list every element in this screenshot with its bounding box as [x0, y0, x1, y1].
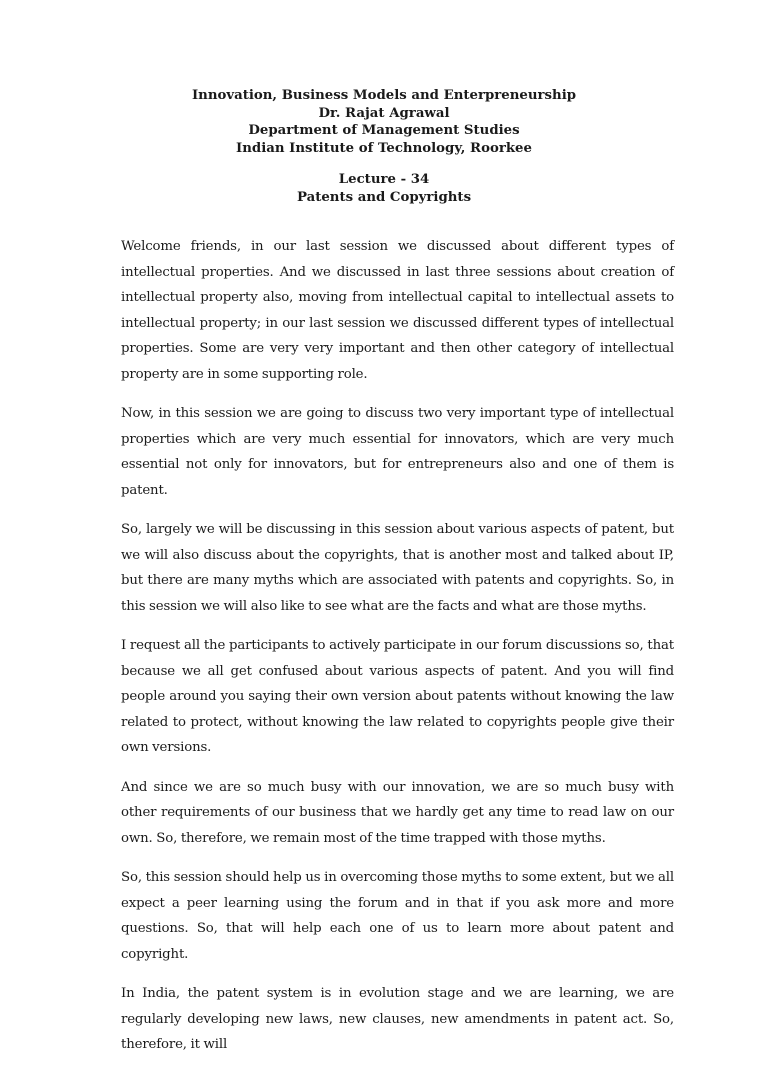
institute-name: Indian Institute of Technology, Roorkee — [236, 140, 532, 156]
lecture-number: Lecture - 34 — [338, 172, 430, 187]
paragraph: So, this session should help us in overcoming those myths to some extent, but we all expect a peer learning using the forum and in that if you ask more and more questions. So, that will help each one of us to learn more about patent and copyright. — [121, 870, 674, 962]
paragraph: Welcome friends, in our last session we discussed about different types of intellectual properties. And we discussed in last three sessions about creation of intellectual property also, moving from intellectual capital to intellectual assets to intellectual property; in our last session we discussed different types of intellectual properties. Some are very very important and then other category of intellectual property are in some supporting role. — [121, 239, 674, 382]
lecture-heading — [0, 171, 768, 206]
paragraph: I request all the participants to actively participate in our forum discussions so, that because we all get confused about various aspects of patent. And you will find people around you saying their own version about patents without knowing the law related to protect, without knowing the law related to copyrights people give their own versions. — [121, 638, 674, 756]
document-header — [0, 87, 768, 157]
paragraph: So, largely we will be discussing in this session about various aspects of patent, but we will also discuss about the copyrights, that is another most and talked about IP, but there are many myths which are associated with patents and copyrights. So, in this session we will also like to see what are the facts and what are those myths. — [121, 522, 674, 614]
course-title: Innovation, Business Models and Enterpreneurship — [191, 88, 577, 103]
paragraph-last: In India, the patent system is in evolution stage and we are learning, we are regularly developing new laws, new clauses, new amendments in patent act. So, therefore, it will — [121, 986, 674, 1053]
department-name: Department of Management Studies — [248, 123, 520, 138]
paragraph: Now, in this session we are going to discuss two very important type of intellectual properties which are very much essential for innovators, which are very much essential not only for innovators, but for entrepreneurs also and one of them is patent. — [121, 406, 674, 498]
paragraph: And since we are so much busy with our innovation, we are so much busy with other requirements of our business that we hardly get any time to read law on our own. So, therefore, we remain most of the time trapped with those myths. — [121, 779, 674, 846]
instructor-name: Dr. Rajat Agrawal — [318, 105, 450, 121]
lecture-title: Patents and Copyrights — [296, 189, 472, 205]
transcript-body — [121, 234, 674, 1071]
